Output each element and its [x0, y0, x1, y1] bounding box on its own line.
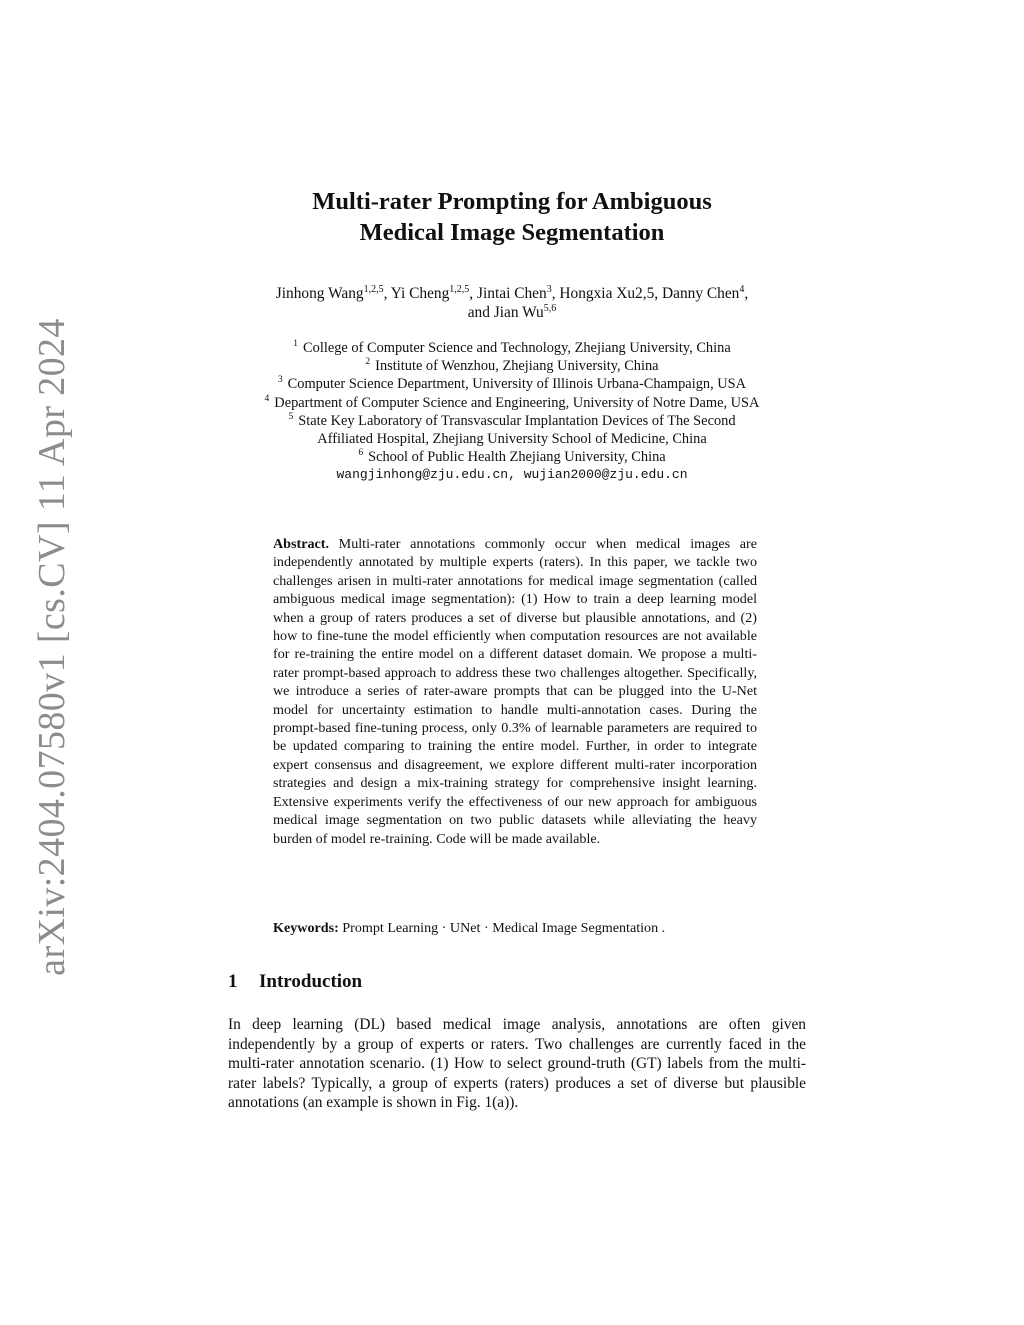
author-affil-sup: 4	[739, 284, 745, 295]
section-title: Introduction	[259, 971, 363, 992]
section-number: 1	[228, 971, 238, 992]
affiliation-item: $^2$ Institute of Wenzhou, Zhejiang University, China	[365, 357, 659, 375]
author-name: Hongxia Xu2,5	[559, 285, 655, 302]
introduction-body	[228, 1015, 806, 1113]
affiliation-item: $^3$ Computer Science Department, University of Illinois Urbana-Champaign, USA	[277, 375, 747, 393]
author-affil-sup: 5,6	[543, 303, 557, 314]
author-name: Danny Chen	[662, 285, 740, 302]
author-list	[0, 284, 1024, 322]
affiliation-list	[0, 339, 1024, 485]
abstract-block	[273, 535, 757, 848]
introduction-paragraph: In deep learning (DL) based medical image analysis, annotations are often given independently by a group of experts or raters. Two challenges are currently faced in the multi-rater annotation scenario. (1) How to select ground-truth (GT) labels from the multi-rater labels? Typically, a group of experts (raters) produces a set of diverse but plausible annotations (an example is shown in Fig. 1(a)).	[228, 1016, 806, 1112]
author-name: Yi Cheng	[390, 285, 450, 302]
keywords-text: Prompt Learning · UNet · Medical Image Segmentation .	[342, 920, 666, 936]
affiliation-item: $^5$ State Key Laboratory of Transvascular Implantation Devices of The Second	[288, 411, 736, 429]
author-affil-sup: 3	[546, 284, 552, 295]
author-name: and Jian Wu	[467, 304, 544, 321]
author-affil-sup: 1,2,5	[449, 284, 470, 295]
author-name: Jintai Chen	[477, 285, 547, 302]
title-line-2: Medical Image Segmentation	[359, 219, 665, 246]
author-line-2	[0, 303, 1024, 322]
abstract-text: Multi-rater annotations commonly occur when medical images are independently annotated by multiple experts (raters). In this paper, we tackle two challenges arisen in multi-rater annotations for medical image segmentation (called ambiguous medical image segmentation): (1) How to train a deep learning model when a group of raters produces a set of diverse but plausible annotations, and (2) how to fine-tune the model efficiently when computation resources are not available for re-training the entire model on a different dataset domain. We propose a multi-rater prompt-based approach to address these two challenges altogether. Specifically, we introduce a series of rater-aware prompts that can be plugged into the U-Net model for uncertainty estimation to handle multi-annotation cases. During the prompt-based fine-tuning process, only 0.3% of learnable parameters are required to be updated comparing to training the entire model. Further, in order to integrate expert consensus and disagreement, we explore different multi-rater incorporation strategies and design a mix-training strategy for comprehensive insight learning. Extensive experiments verify the effectiveness of our new approach for ambiguous medical image segmentation on two public datasets while alleviating the heavy burden of model re-training. Code will be made available.	[273, 536, 757, 847]
author-line-1: Jinhong Wang$^{1,2,5}$, Yi Cheng$^{1,2,5}$, Jintai Chen$^3$, Hongxia Xu2,5, Danny Chen$^4$,	[275, 284, 749, 302]
affiliation-item: $^4$ Department of Computer Science and Engineering, University of Notre Dame, USA	[264, 393, 760, 411]
abstract-label: Abstract.	[273, 536, 329, 552]
affiliation-item: Affiliated Hospital, Zhejiang University School of Medicine, China	[317, 431, 707, 448]
arxiv-identifier-stamp: arXiv:2404.07580v1 [cs.CV] 11 Apr 2024	[31, 318, 73, 976]
title-line-1: Multi-rater Prompting for Ambiguous	[312, 188, 712, 215]
paper-title	[0, 186, 1024, 248]
affiliation-item: $^6$ School of Public Health Zhejiang University, China	[358, 448, 666, 466]
author-name: Jinhong Wang	[275, 285, 364, 302]
author-affil-sup: 1,2,5	[363, 284, 384, 295]
affiliation-item: $^1$ College of Computer Science and Technology, Zhejiang University, China	[293, 339, 731, 356]
contact-emails[interactable]: wangjinhong@zju.edu.cn, wujian2000@zju.edu.cn	[336, 467, 688, 483]
keywords-line	[273, 919, 773, 937]
keywords-label: Keywords:	[273, 920, 339, 936]
section-heading-introduction	[228, 970, 362, 994]
